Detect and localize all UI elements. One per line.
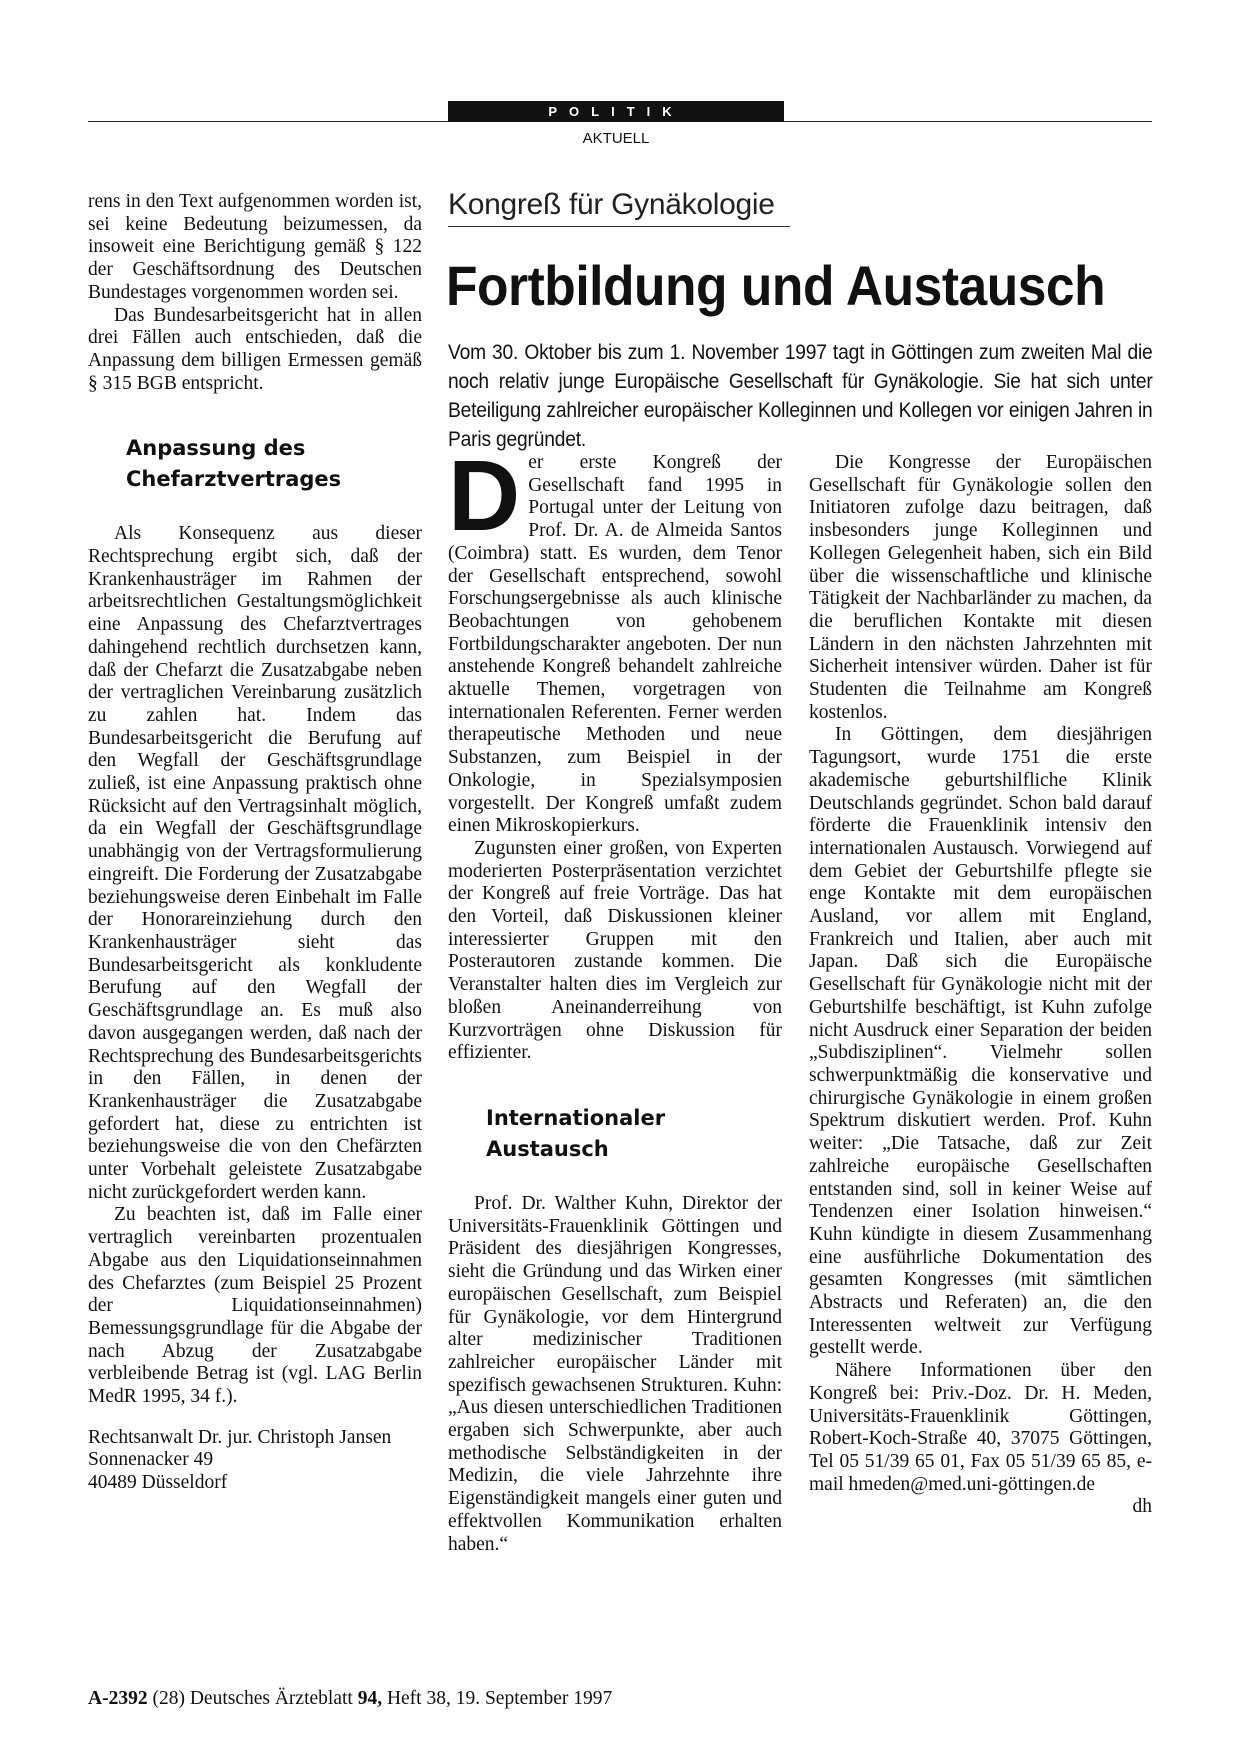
- volume: 94,: [357, 1688, 383, 1709]
- section-heading: Anpassung des Chefarztvertrages: [126, 436, 342, 492]
- journal-name: Deutsches Ärzteblatt: [189, 1688, 353, 1709]
- section-heading: Internationaler Austausch: [486, 1105, 666, 1161]
- article-kicker: Kongreß für Gynäkologie: [448, 188, 790, 227]
- issue-date: Heft 38, 19. September 1997: [386, 1688, 613, 1709]
- signature-name: Rechtsanwalt Dr. jur. Christoph Jansen: [88, 1426, 392, 1448]
- paragraph: Zugunsten einer großen, von Experten moderierten Posterpräsentation verzichtet der Kongreß auf freie Vorträge. Das hat den Vorteil, daß Diskussionen kleiner interessierter Gruppen mit den Posterautoren zustande kommen. Die Veranstalter halten dies im Vergleich zur bloßen Aneinanderreihung von Kurzvorträgen ohne Diskussion für effizienter.: [448, 837, 782, 1064]
- paragraph: In Göttingen, dem diesjährigen Tagungsort, wurde 1751 die erste akademische geburtshilfliche Klinik Deutschlands gegründet. Schon bald darauf förderte die Frauenklinik intensiv den internationalen Austausch. Vorwiegend auf dem Gebiet der Geburtshilfe pflegte sie enge Kontakte mit dem europäischen Ausland, vor allem mit England, Frankreich und Italien, aber auch mit Japan. Daß sich die Europäische Gesellschaft für Gynäkologie nicht mit der Geburtshilfe beschäftigt, ist Kuhn zufolge nicht Ausdruck einer Separation der beiden „Subdisziplinen“. Vielmehr sollen schwerpunktmäßig die konservative und chirurgische Gynäkologie in einem großen Spektrum diskutiert werden. Prof. Kuhn weiter: „Die Tatsache, daß zur Zeit zahlreiche europäische Gesellschaften entstanden sind, soll in keiner Weise auf Tendenzen einer Isolation hinweisen.“ Kuhn kündigte in diesem Zusammenhang eine ausführliche Dokumentation des gesamten Kongresses (mit sämtlichen Abstracts und Referaten) an, die den Interessenten weltweit zur Verfügung gestellt werde.: [809, 724, 1152, 1359]
- paragraph: Nähere Informationen über den Kongreß bei: Priv.-Doz. Dr. H. Meden, Universitäts-Frauenklinik Göttingen, Robert-Koch-Straße 40, 37075 Göttingen, Tel 05 51/39 65 01, Fax 05 51/39 65 85, e-mail hmeden@med.uni-göttingen.de: [809, 1360, 1152, 1495]
- right-column: [809, 452, 1152, 1519]
- paragraph: Das Bundesarbeitsgericht hat in allen drei Fällen auch entschieden, daß die Anpassung dem billigen Ermessen gemäß § 315 BGB entspricht.: [88, 304, 422, 394]
- paragraph: Die Kongresse der Europäischen Gesellschaft für Gynäkologie sollen den Initiatoren zufolge dazu beitragen, daß insbesonders junge Kolleginnen und Kollegen Gelegenheit haben, sich ein Bild über die wissenschaftliche und klinische Tätigkeit der Nachbarländer zu machen, da die beruflichen Kontakte mit diesen Ländern in den nächsten Jahrzehnten mit Sicherheit intensiver würden. Daher ist für Studenten die Teilnahme am Kongreß kostenlos.: [809, 452, 1152, 723]
- paragraph: Als Konsequenz aus dieser Rechtsprechung ergibt sich, daß der Krankenhausträger im Rahmen der arbeitsrechtlichen Gestaltungsmöglichkeit eine Anpassung des Chefarztvertrages dahingehend rechtlich durchsetzen kann, daß der Chefarzt die Zusatzabgabe neben der vertraglichen Vereinbarung zusätzlich zu zahlen hat. Indem das Bundesarbeitsgericht die Berufung auf den Wegfall der Geschäftsgrundlage zuließ, ist eine Anpassung praktisch ohne Rücksicht auf den Vertragsinhalt möglich, da ein Wegfall der Geschäftsgrundlage unabhängig von der Vertragsformulierung eingreift. Die Forderung der Zusatzabgabe beziehungsweise deren Einbehalt im Falle der Honorareinziehung durch den Krankenhausträger sieht das Bundesarbeitsgericht als konkludente Berufung auf den Wegfall der Geschäftsgrundlage an. Es muß also davon ausgegangen werden, daß nach der Rechtsprechung des Bundesarbeitsgerichts in den Fällen, in denen der Krankenhausträger die Zusatzabgabe gefordert hat, diese zu entrichten ist beziehungsweise die von den Chefärzten unter Vorbehalt geleistete Zusatzabgabe nicht zurückgefordert werden kann.: [88, 523, 422, 1203]
- paragraph-text: er erste Kongreß der Gesellschaft fand 1995 in Portugal unter der Leitung von Prof. Dr. A. de Almeida Santos (Coimbra) statt. Es wurden, dem Tenor der Gesellschaft entsprechend, sowohl Forschungsergebnisse als auch klinische Beobachtungen von gehobenem Fortbildungscharakter angeboten. Der nun anstehende Kongreß behandelt zahlreiche aktuelle Themen, vorgetragen von internationalen Referenten. Ferner werden therapeutische Methoden und neue Substanzen, zum Beispiel in der Onkologie, in Spezialsymposien vorgestellt. Der Kongreß umfaßt zudem einen Mikroskopierkurs.: [448, 452, 782, 837]
- paragraph: Prof. Dr. Walther Kuhn, Direktor der Universitäts-Frauenklinik Göttingen und Präsident des diesjährigen Kongresses, sieht die Gründung und das Wirken einer europäischen Gesellschaft, zum Beispiel für Gynäkologie, vor dem Hintergrund alter medizinischer Traditionen zahlreicher europäischer Länder mit spezifisch gewachsenen Strukturen. Kuhn: „Aus diesen unterschiedlichen Traditionen ergaben sich Schwerpunkte, aber auch methodische Selbständigkeiten in der Medizin, die viele Jahrzehnte ihre Eigenständigkeit mangels einer guten und effektvollen Kommunikation erhalten haben.“: [448, 1192, 782, 1555]
- signature-street: Sonnenacker 49: [88, 1449, 214, 1471]
- subsection-label: AKTUELL: [582, 130, 650, 147]
- signature-city: 40489 Düsseldorf: [88, 1472, 228, 1494]
- page-number-paren: (28): [152, 1688, 185, 1709]
- signature-block: [88, 1427, 422, 1495]
- author-initials: dh: [1132, 1496, 1152, 1518]
- article-lead: Vom 30. Oktober bis zum 1. November 1997 tagt in Göttingen zum zweiten Mal die noch relativ junge Europäische Gesellschaft für Gynäkologie. Sie hat sich unter Beteiligung zahlreicher europäischer Kolleginnen und Kollegen vor einigen Jahren in Paris gegründet.: [448, 341, 1153, 451]
- paragraph: [448, 440, 782, 838]
- page-footer: [88, 1688, 888, 1710]
- left-column: [88, 191, 422, 1495]
- drop-cap: D: [448, 440, 521, 552]
- paragraph: Zu beachten ist, daß im Falle einer vertraglich vereinbarten prozentualen Abgabe aus den Liquidationseinnahmen des Chefarztes (zum Beispiel 25 Prozent der Liquidationseinnahmen) Bemessungsgrundlage für die Abgabe der nach Abzug der Zusatzabgabe verbleibende Betrag ist (vgl. LAG Berlin MedR 1995, 34 f.).: [88, 1204, 422, 1408]
- middle-column: [448, 440, 782, 1556]
- article-headline: Fortbildung und Austausch: [446, 254, 1106, 317]
- section-label: POLITIK: [448, 101, 784, 122]
- paragraph: rens in den Text aufgenommen worden ist, sei keine Bedeutung beizumessen, da insoweit eine Berichtigung gemäß § 122 der Geschäftsordnung des Deutschen Bundestages vorgenommen worden sei.: [88, 191, 422, 303]
- page-number: A-2392: [88, 1688, 148, 1709]
